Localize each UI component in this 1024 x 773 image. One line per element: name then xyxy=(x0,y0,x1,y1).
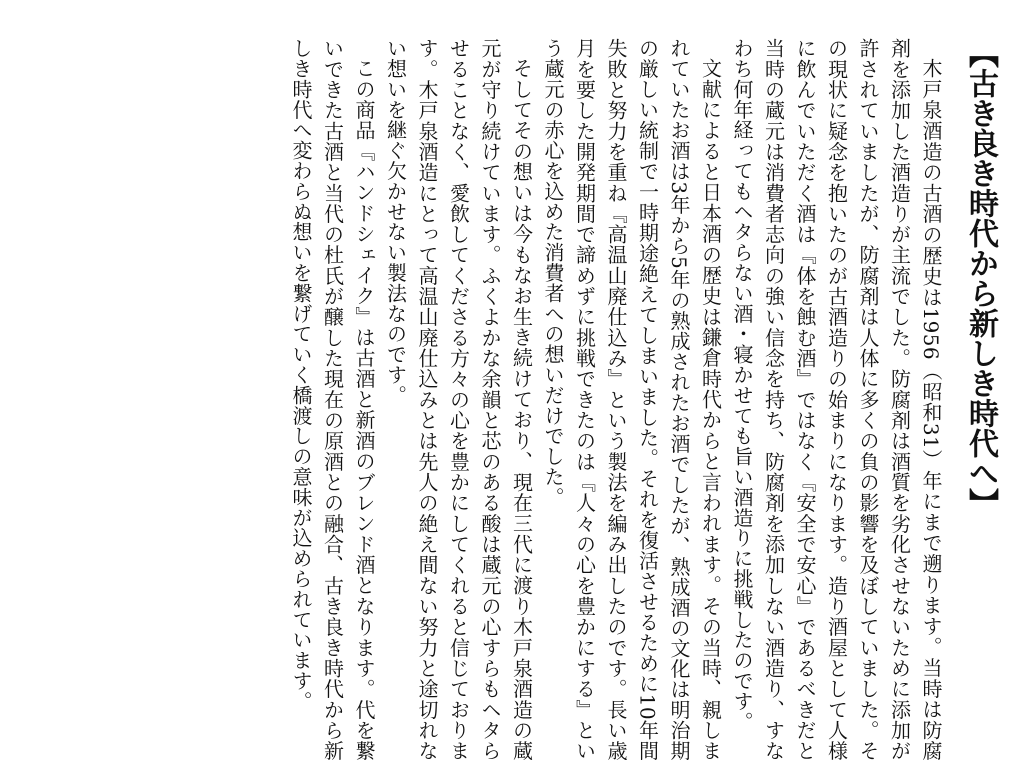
paragraph-legacy: そしてその想いは今もなお生き続けており、現在三代に渡り木戸泉酒造の蔵元が守り続けています。ふくよかな余韻と芯のある酸は蔵元の心すらもヘタらせることなく、愛飲してくださる方々の心を豊かにしてくれると信じております。木戸泉酒造にとって高温山廃仕込みとは先人の絶え間ない努力と途切れない想いを継ぐ欠かせない製法なのです。 xyxy=(383,38,534,761)
paragraph-history: 木戸泉酒造の古酒の歴史は1956（昭和31）年にまで遡ります。当時は防腐剤を添加した酒造りが主流でした。防腐剤は酒質を劣化させないために添加が許されていましたが、防腐剤は人体に多くの負の影響を及ぼしていました。その現状に疑念を抱いたのが古酒造りの始まりになります。造り酒屋として人様に飲んでいただく酒は『体を蝕む酒』ではなく『安全で安心』であるべきだと当時の蔵元は消費者志向の強い信念を持ち、防腐剤を添加しない酒造り、すなわち何年経ってもヘタらない酒・寝かせても旨い酒造りに挑戦したのです。 xyxy=(730,38,943,761)
paragraph-literature: 文献によると日本酒の歴史は鎌倉時代からと言われます。その当時、親しまれていたお酒は3年から5年の熟成されたお酒でしたが、熟成酒の文化は明治期の厳しい統制で一時期途絶えてしまいました。それを復活させるために10年間失敗と努力を重ね『高温山廃仕込み』という製法を編み出したのです。長い歳月を要した開発期間で諦めずに挑戦できたのは『人々の心を豊かにする』という蔵元の赤心を込めた消費者への想いだけでした。 xyxy=(541,38,723,761)
document-title: 【古き良き時代から新しき時代へ】 xyxy=(963,38,998,518)
paragraph-product: この商品『ハンドシェイク』は古酒と新酒のブレンド酒となります。代を繋いできた古酒と当代の杜氏が醸した現在の原酒との融合、古き良き時代から新しき時代へ変わらぬ想いを繋げていく橋渡しの意味が込められています。 xyxy=(289,38,376,761)
